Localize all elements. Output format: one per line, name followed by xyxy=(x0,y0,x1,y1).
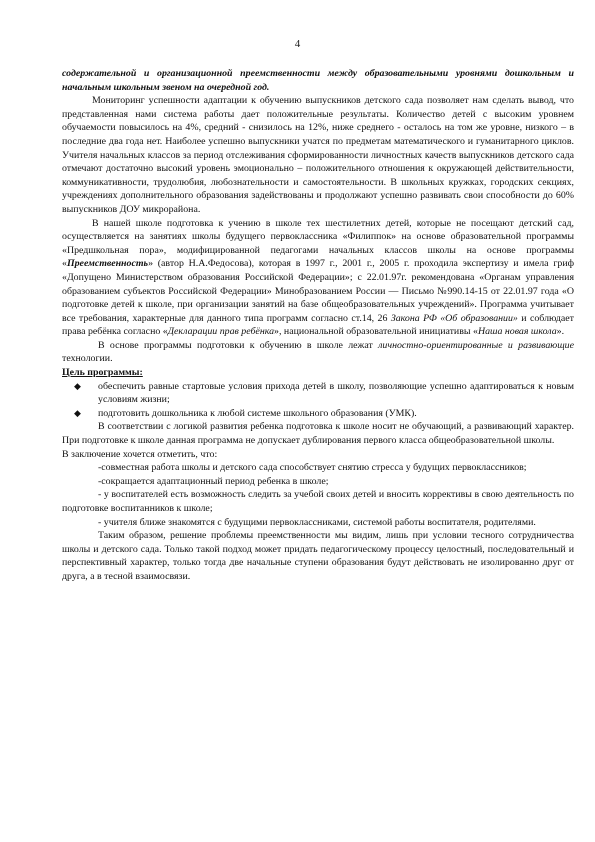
basis-text-2: технологии. xyxy=(62,353,113,365)
school-prep-text-5: ». xyxy=(556,326,565,338)
technologies-term: личностно-ориентированные и развивающие xyxy=(378,339,574,351)
program-name: Преемственность xyxy=(66,258,149,270)
intro-paragraph: содержательной и организационной преемственности между образовательными уровнями дошкольным и начальным школьным звеном на очередной год. xyxy=(62,68,574,93)
bullet-diamond-icon: ◆ xyxy=(74,407,81,418)
final-paragraph: Таким образом, решение проблемы преемственности мы видим, лишь при условии тесного сотрудничества школы и детского сада. Только такой подход может придать педагогическому процессу целостный, последовательный и перспективный характер, только тогда две начальные ступени образования будут действовать не изолированно друг от друга, а в тесной взаимосвязи. xyxy=(62,530,574,582)
page-number: 4 xyxy=(294,38,301,50)
page-content xyxy=(62,67,574,584)
school-prep-text-4: », национальной образовательной инициативы « xyxy=(274,326,478,338)
initiative-reference: Наша новая школа xyxy=(477,326,557,338)
bullet-diamond-icon: ◆ xyxy=(74,380,81,391)
goal-text: обеспечить равные стартовые условия прихода детей в школу, позволяющие успешно адаптироваться к новым условиям жизни; xyxy=(98,380,574,406)
goal-text: подготовить дошкольника к любой системе школьного образования (УМК). xyxy=(98,407,417,419)
basis-text-1: В основе программы подготовки к обучению в школе лежат xyxy=(98,339,379,351)
school-prep-text-3: и соблюдает права ребёнка согласно « xyxy=(62,312,574,338)
goal-item xyxy=(62,380,574,407)
logic-paragraph: В соответствии с логикой развития ребенка подготовка к школе носит не обучающий, а развивающий характер. При подготовке к школе данная программа не допускает дублирования первого класса общеобразовательной школы. xyxy=(62,421,574,447)
goals-heading: Цель программы: xyxy=(62,367,143,379)
school-prep-paragraph xyxy=(62,217,574,339)
conclusion-item: - учителя ближе знакомятся с будущими первоклассниками, системой работы воспитателя, родителями. xyxy=(98,516,536,528)
conclusion-item: -сокращается адаптационный период ребенка в школе; xyxy=(98,475,329,487)
monitoring-paragraph: Мониторинг успешности адаптации к обучению выпускников детского сада позволяет нам сделать вывод, что представленная нами система работы дает положительные результаты. Количество детей с высоким уровнем обучаемости повысилось на 4%, средний - снизилось на 12%, ниже среднего - осталось на том же уровне, низкого – в последние два года нет. Наиболее успешно выпускники учатся по предметам математического и гуманитарного циклов. Учителя начальных классов за период отслеживания сформированности личностных качеств выпускников детского сада отмечают достаточно высокий уровень эмоционально – положительного отношения к окружающей действительности, коммуникативности, трудолюбия, любознательности и самостоятельности. В школьных кружках, городских секциях, учреждениях дополнительного образования задействованы и продолжают успешно развивать свои способности до 60% выпускников ДОУ микрорайона. xyxy=(62,95,574,215)
basis-paragraph xyxy=(62,339,574,366)
conclusion-item: -совместная работа школы и детского сада способствует снятию стресса у будущих первоклассников; xyxy=(98,462,527,474)
school-prep-text-1: В нашей школе подготовка к учению в школе тех шестилетних детей, которые не посещают детский сад, осуществляется на занятиях школы будущего первоклассника «Филиппок» на основе образовательной программы «Предшкольная пора», модифицированной педагогами начальных классов школы на основе программы « xyxy=(62,217,574,270)
school-prep-text-2: » (автор Н.А.Федосова), которая в 1997 г., 2001 г., 2005 г. проходила экспертизу и имела гриф «Допущено Министерством образования Российской Федерации»; с 22.01.97г. рекомендована «Органам управления образованием субъектов Российской Федерации» Минобразованием России — Письмо №990.14-15 от 22.01.97 года «О подготовке детей к школе, при организации занятий на базе общеобразовательных учреждений». Программа учитывает все требования, характерные для данного типа программ согласно ст.14, 26 xyxy=(62,258,574,324)
conclusion-lead: В заключение хочется отметить, что: xyxy=(62,448,218,460)
law-reference: Закона РФ «Об образовании» xyxy=(390,312,518,324)
goals-list xyxy=(62,380,574,421)
conclusion-item: - у воспитателей есть возможность следить за учебой своих детей и вносить коррективы в свою деятельность по подготовке воспитанников к школе; xyxy=(62,489,574,514)
declaration-reference: Декларации прав ребёнка xyxy=(167,326,275,338)
goal-item xyxy=(62,407,574,421)
